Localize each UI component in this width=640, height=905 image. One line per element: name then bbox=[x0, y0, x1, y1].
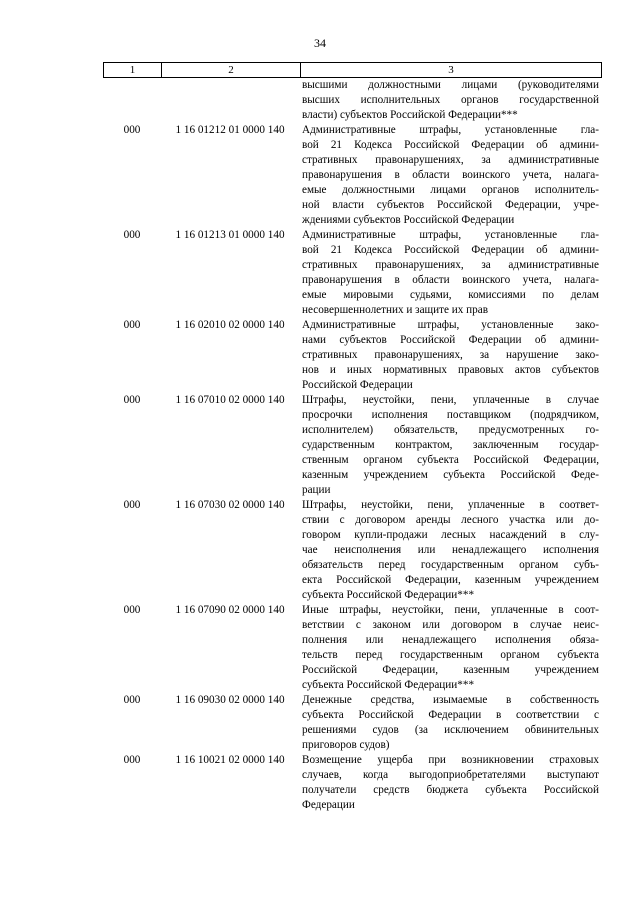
row-description bbox=[302, 603, 599, 693]
description-line: приговоров судов) bbox=[302, 739, 390, 751]
description-line: нами субъектов Российской Федерации об админи- bbox=[302, 334, 599, 346]
row-description bbox=[302, 78, 599, 123]
row-description bbox=[302, 498, 599, 603]
description-line: говором купли-продажи лесных насаждений в слу- bbox=[302, 529, 599, 541]
description-line: Административные штрафы, установленные зако- bbox=[302, 319, 599, 331]
kbk-code: 1 16 07010 02 0000 140 bbox=[175, 394, 285, 406]
description-line: Штрафы, неустойки, пени, уплаченные в случае bbox=[302, 394, 599, 406]
table-body bbox=[103, 78, 600, 813]
description-line: Штрафы, неустойки, пени, уплаченные в соответ- bbox=[302, 499, 599, 511]
table-row bbox=[103, 753, 600, 813]
description-line: высших исполнительных органов государственной bbox=[302, 94, 599, 106]
description-line: Административные штрафы, установленные гла- bbox=[302, 229, 599, 241]
admin-code bbox=[103, 78, 161, 123]
description-line: ветствии с законом или договором в случае неис- bbox=[302, 619, 599, 631]
description-line: ждениями субъектов Российской Федерации bbox=[302, 214, 515, 226]
kbk-code: 1 16 07090 02 0000 140 bbox=[175, 604, 285, 616]
row-description bbox=[302, 693, 599, 753]
description-line: случаев, когда выгодоприобретателями выступают bbox=[302, 769, 599, 781]
admin-code: 000 bbox=[123, 124, 141, 136]
description-line: рации bbox=[302, 484, 331, 496]
description-line: нов и иных нормативных правовых актов субъектов bbox=[302, 364, 599, 376]
description-line: Иные штрафы, неустойки, пени, уплаченные в соот- bbox=[302, 604, 599, 616]
kbk-code: 1 16 07030 02 0000 140 bbox=[175, 499, 285, 511]
description-line: просрочки исполнения поставщиком (подрядчиком, bbox=[302, 409, 599, 421]
description-line: екта Российской Федерации, казенным учреждением bbox=[302, 574, 599, 586]
description-line: вой 21 Кодекса Российской Федерации об админи- bbox=[302, 139, 599, 151]
description-line: ствии с договором аренды лесного участка или до- bbox=[302, 514, 599, 526]
description-line: стративных правонарушениях, за административные bbox=[302, 154, 599, 166]
kbk-code: 1 16 01213 01 0000 140 bbox=[175, 229, 285, 241]
table-row bbox=[103, 693, 600, 753]
admin-code: 000 bbox=[123, 499, 141, 511]
table-row bbox=[103, 603, 600, 693]
header-col-2: 2 bbox=[162, 63, 301, 77]
table-row bbox=[103, 228, 600, 318]
description-line: тельств перед государственным органом субъекта bbox=[302, 649, 599, 661]
page-number: 34 bbox=[314, 36, 326, 50]
header-col-3: 3 bbox=[448, 64, 454, 76]
description-line: ственным органом субъекта Российской Федерации, bbox=[302, 454, 599, 466]
description-line: субъекта Российской Федерации*** bbox=[302, 679, 475, 691]
description-line: решениями судов (за исключением обвинительных bbox=[302, 724, 599, 736]
description-line: Российской Федерации bbox=[302, 379, 413, 391]
admin-code: 000 bbox=[123, 229, 141, 241]
description-line: чае неисполнения или ненадлежащего исполнения bbox=[302, 544, 599, 556]
table-row bbox=[103, 318, 600, 393]
kbk-code: 1 16 01212 01 0000 140 bbox=[175, 124, 285, 136]
description-line: Федерации bbox=[302, 799, 355, 811]
description-line: исполнителем) обязательств, предусмотренных го- bbox=[302, 424, 599, 436]
table-row bbox=[103, 498, 600, 603]
kbk-code bbox=[161, 78, 299, 123]
description-line: высшими должностными лицами (руководителями bbox=[302, 79, 599, 91]
admin-code: 000 bbox=[123, 694, 141, 706]
description-line: субъекта Российской Федерации в соответствии с bbox=[302, 709, 599, 721]
admin-code: 000 bbox=[123, 394, 141, 406]
header-col-1: 1 bbox=[104, 63, 162, 77]
admin-code: 000 bbox=[123, 604, 141, 616]
description-line: емые должностными лицами органов исполнитель- bbox=[302, 184, 599, 196]
row-description bbox=[302, 123, 599, 228]
admin-code: 000 bbox=[123, 319, 141, 331]
description-line: ной власти субъектов Российской Федерации, учре- bbox=[302, 199, 599, 211]
description-line: стративных правонарушениях, за административные bbox=[302, 259, 599, 271]
description-line: сударственным контрактом, заключенным государ- bbox=[302, 439, 599, 451]
description-line: Возмещение ущерба при возникновении страховых bbox=[302, 754, 599, 766]
description-line: правонарушения в области воинского учета, налага- bbox=[302, 169, 599, 181]
admin-code: 000 bbox=[123, 754, 141, 766]
row-description bbox=[302, 393, 599, 498]
description-line: Денежные средства, изымаемые в собственность bbox=[302, 694, 599, 706]
row-description bbox=[302, 228, 599, 318]
description-line: вой 21 Кодекса Российской Федерации об админи- bbox=[302, 244, 599, 256]
description-line: емые мировыми судьями, комиссиями по делам bbox=[302, 289, 599, 301]
row-description bbox=[302, 318, 599, 393]
description-line: Российской Федерации, казенным учреждением bbox=[302, 664, 599, 676]
table-row bbox=[103, 123, 600, 228]
description-line: субъекта Российской Федерации*** bbox=[302, 589, 475, 601]
table-row bbox=[103, 393, 600, 498]
description-line: власти) субъектов Российской Федерации*** bbox=[302, 109, 518, 121]
table-header bbox=[103, 62, 602, 78]
kbk-code: 1 16 02010 02 0000 140 bbox=[175, 319, 285, 331]
description-line: Административные штрафы, установленные гла- bbox=[302, 124, 599, 136]
description-line: полнения или ненадлежащего исполнения обяза- bbox=[302, 634, 599, 646]
description-line: правонарушения в области воинского учета, налага- bbox=[302, 274, 599, 286]
row-description bbox=[302, 753, 599, 813]
description-line: стративных правонарушениях, за нарушение зако- bbox=[302, 349, 599, 361]
description-line: получатели средств бюджета субъекта Российской bbox=[302, 784, 599, 796]
description-line: несовершеннолетних и защите их прав bbox=[302, 304, 488, 316]
continuation-row bbox=[103, 78, 600, 123]
kbk-code: 1 16 10021 02 0000 140 bbox=[175, 754, 285, 766]
description-line: казенным учреждением субъекта Российской Феде- bbox=[302, 469, 599, 481]
description-line: обязательств перед государственным органом субъ- bbox=[302, 559, 599, 571]
kbk-code: 1 16 09030 02 0000 140 bbox=[175, 694, 285, 706]
